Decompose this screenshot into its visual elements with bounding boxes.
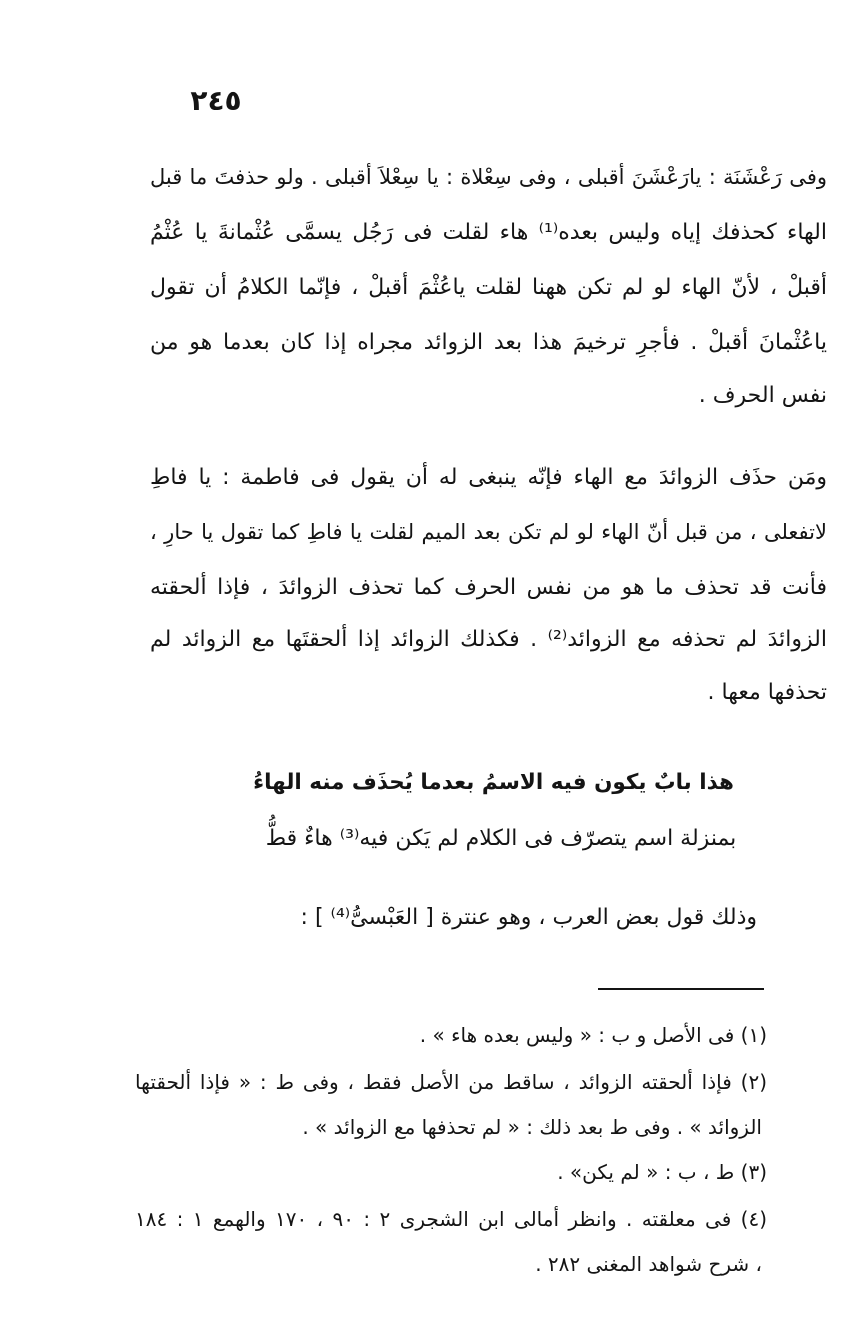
footnote-4-continued: ، شرح شواهد المغنى ٢٨٢ . bbox=[535, 1252, 762, 1276]
paragraph-1-line-5: نفس الحرف . bbox=[698, 383, 827, 408]
paragraph-2-line-2: لاتفعلى ، من قبل أنّ الهاء لو لم تكن بعد الميم لقلت يا فاطِ كما تقول يا حارِ ، bbox=[150, 520, 827, 544]
paragraph-2-line-1: ومَن حذَف الزوائدَ مع الهاء فإنّه ينبغى له أن يقول فى فاطمة : يا فاطِ bbox=[150, 465, 827, 490]
paragraph-1-line-3: أقبلْ ، لأنّ الهاء لو لم تكن ههنا لقلت ياعُثْمَ أقبلْ ، فإنّما الكلامُ أن تقول bbox=[150, 275, 827, 300]
paragraph-2-line-3: فأنت قد تحذف ما هو من نفس الحرف كما تحذف الزوائدَ ، فإذا ألحقته bbox=[150, 575, 827, 600]
chapter-subheading: بمنزلة اسم يتصرّف فى الكلام لم يَكن فيه⁽³⁾ هاءٌ قطُّ bbox=[265, 826, 737, 851]
paragraph-1-line-4: ياعُثْمانَ أقبلْ . فأجرِ ترخيمَ هذا بعد الزوائد مجراه إذا كان بعدما هو من bbox=[150, 330, 827, 355]
footnote-separator bbox=[598, 988, 764, 990]
page-number: ٢٤٥ bbox=[190, 84, 242, 117]
chapter-heading: هذا بابٌ يكون فيه الاسمُ بعدما يُحذَف منه الهاءُ bbox=[253, 770, 734, 795]
paragraph-2-line-5: تحذفها معها . bbox=[707, 680, 827, 705]
footnote-3: (٣) ط ، ب : « لم يكن» . bbox=[557, 1160, 767, 1184]
footnote-1: (١) فى الأصل و ب : « وليس بعده هاء » . bbox=[419, 1023, 767, 1047]
paragraph-1-line-1: وفى رَعْشَنَة : يارَعْشَنَ أقبلى ، وفى سِعْلاة : يا سِعْلاَ أقبلى . ولو حذفتَ ما قبل bbox=[150, 165, 827, 189]
intro-line: وذلك قول بعض العرب ، وهو عنترة [ العَبْسىُّ⁽⁴⁾ ] : bbox=[300, 905, 757, 930]
footnote-2: (٢) فإذا ألحقته الزوائد ، ساقط من الأصل فقط ، وفى ط : « فإذا ألحقتها bbox=[135, 1070, 767, 1094]
paragraph-2-line-4: الزوائدَ لم تحذفه مع الزوائد⁽²⁾ . فكذلك الزوائد إذا ألحقتَها مع الزوائد لم bbox=[150, 627, 827, 652]
footnote-2-continued: الزوائد » . وفى ط بعد ذلك : « لم تحذفها مع الزوائد » . bbox=[302, 1115, 762, 1139]
paragraph-1-line-2: الهاء كحذفك إياه وليس بعده⁽¹⁾ هاء لقلت فى رَجُل يسمَّى عُثْمانةَ يا عُثْمُ bbox=[150, 220, 827, 245]
footnote-4: (٤) فى معلقته . وانظر أمالى ابن الشجرى ٢ : ٩٠ ، ١٧٠ والهمع ١ : ١٨٤ bbox=[135, 1207, 768, 1231]
